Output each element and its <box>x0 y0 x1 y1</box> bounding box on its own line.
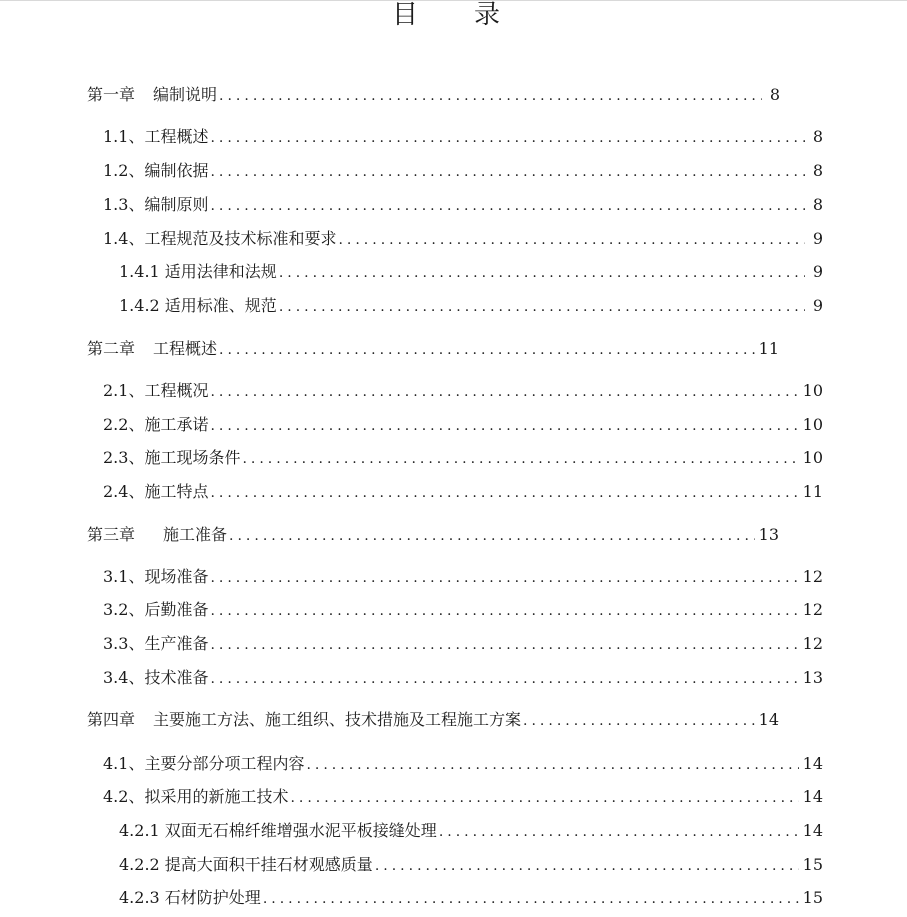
toc-label: 3.3、生产准备 <box>103 634 209 653</box>
toc-label: 2.4、施工特点 <box>103 482 209 501</box>
title-char-2: 录 <box>474 0 501 30</box>
toc-leader-dots <box>210 381 798 403</box>
toc-leader-dots <box>523 710 755 732</box>
toc-label: 4.2、拟采用的新施工技术 <box>103 787 289 806</box>
toc-section-4-2[interactable] <box>103 786 823 808</box>
toc-leader-dots <box>210 415 798 437</box>
toc-label: 1.2、编制依据 <box>103 161 209 180</box>
toc-page-number: 11 <box>802 482 823 501</box>
toc-label: 3.2、后勤准备 <box>103 600 209 619</box>
toc-page-number: 13 <box>758 525 779 544</box>
chapter-number: 第一章 <box>87 85 136 104</box>
toc-leader-dots <box>210 482 798 504</box>
toc-section-3-3[interactable] <box>103 633 823 655</box>
toc-chapter-2[interactable] <box>87 338 779 360</box>
toc-label: 2.1、工程概况 <box>103 381 209 400</box>
toc-page-number: 8 <box>812 127 823 146</box>
toc-chapter-3[interactable] <box>87 524 779 546</box>
toc-page-number: 12 <box>802 634 823 653</box>
toc-leader-dots <box>219 85 762 107</box>
toc-subsection-1-4-2[interactable] <box>119 295 823 317</box>
toc-section-1-2[interactable] <box>103 160 823 182</box>
toc-leader-dots <box>263 888 799 910</box>
toc-page-number: 9 <box>812 296 823 315</box>
chapter-title: 编制说明 <box>153 85 218 104</box>
toc-subsection-4-2-1[interactable] <box>119 820 823 842</box>
toc-page-number: 8 <box>812 195 823 214</box>
toc-page-number: 14 <box>802 821 823 840</box>
toc-subsection-4-2-3[interactable] <box>119 887 823 909</box>
toc-leader-dots <box>210 634 798 656</box>
toc-label: 4.1、主要分部分项工程内容 <box>103 754 305 773</box>
toc-leader-dots <box>306 754 798 776</box>
toc-subsection-1-4-1[interactable] <box>119 261 823 283</box>
toc-section-2-3[interactable] <box>103 447 823 469</box>
toc-page-number: 14 <box>802 754 823 773</box>
chapter-number: 第三章 <box>87 525 136 544</box>
toc-page-number: 12 <box>802 567 823 586</box>
toc-section-2-2[interactable] <box>103 414 823 436</box>
toc-page-number: 11 <box>758 339 779 358</box>
toc-leader-dots <box>290 787 798 809</box>
chapter-title: 施工准备 <box>163 525 228 544</box>
toc-leader-dots <box>219 339 755 361</box>
toc-subsection-4-2-2[interactable] <box>119 854 823 876</box>
toc-leader-dots <box>439 821 799 843</box>
toc-page-number: 9 <box>812 262 823 281</box>
toc-page-number: 15 <box>802 888 823 907</box>
toc-label: 1.3、编制原则 <box>103 195 209 214</box>
chapter-title: 工程概述 <box>153 339 218 358</box>
toc-chapter-1[interactable] <box>87 84 780 106</box>
toc-leader-dots <box>210 195 805 217</box>
toc-page-number: 10 <box>802 448 823 467</box>
toc-page-number: 12 <box>802 600 823 619</box>
toc-label: 2.2、施工承诺 <box>103 415 209 434</box>
toc-label: 3.4、技术准备 <box>103 668 209 687</box>
toc-leader-dots <box>210 161 805 183</box>
toc-section-2-1[interactable] <box>103 380 823 402</box>
toc-section-3-4[interactable] <box>103 667 823 689</box>
toc-label: 1.1、工程概述 <box>103 127 209 146</box>
toc-page-number: 10 <box>802 381 823 400</box>
chapter-number: 第二章 <box>87 339 136 358</box>
toc-page-number: 10 <box>802 415 823 434</box>
toc-page-number: 8 <box>812 161 823 180</box>
toc-label: 1.4.1 适用法律和法规 <box>119 262 277 281</box>
toc-leader-dots <box>375 855 799 877</box>
toc-leader-dots <box>279 262 805 284</box>
toc-page-number: 14 <box>758 710 779 729</box>
toc-leader-dots <box>338 229 805 251</box>
toc-leader-dots <box>210 567 798 589</box>
toc-page-number: 8 <box>769 85 780 104</box>
toc-page-number: 9 <box>812 229 823 248</box>
toc-section-1-1[interactable] <box>103 126 823 148</box>
toc-label: 1.4.2 适用标准、规范 <box>119 296 277 315</box>
toc-label: 4.2.1 双面无石棉纤维增强水泥平板接缝处理 <box>119 821 437 840</box>
toc-label <box>87 84 217 106</box>
toc-label <box>87 709 521 731</box>
toc-page-number: 15 <box>802 855 823 874</box>
toc-leader-dots <box>210 127 805 149</box>
toc-leader-dots <box>279 296 805 318</box>
toc-section-1-3[interactable] <box>103 194 823 216</box>
toc-section-2-4[interactable] <box>103 481 823 503</box>
toc-label: 3.1、现场准备 <box>103 567 209 586</box>
top-border <box>0 0 907 1</box>
toc-page-number: 14 <box>802 787 823 806</box>
toc-section-3-1[interactable] <box>103 566 823 588</box>
toc-leader-dots <box>229 525 755 547</box>
toc-section-1-4[interactable] <box>103 228 823 250</box>
title-char-1: 目 <box>392 0 419 30</box>
toc-leader-dots <box>210 600 798 622</box>
chapter-title: 主要施工方法、施工组织、技术措施及工程施工方案 <box>153 710 522 729</box>
toc-label <box>87 524 227 546</box>
toc-page-number: 13 <box>802 668 823 687</box>
chapter-number: 第四章 <box>87 710 136 729</box>
toc-label: 4.2.3 石材防护处理 <box>119 888 261 907</box>
toc-section-3-2[interactable] <box>103 599 823 621</box>
toc-section-4-1[interactable] <box>103 753 823 775</box>
toc-label: 1.4、工程规范及技术标准和要求 <box>103 229 337 248</box>
toc-label <box>87 338 217 360</box>
toc-leader-dots <box>210 668 798 690</box>
toc-leader-dots <box>242 448 798 470</box>
toc-chapter-4[interactable] <box>87 709 779 731</box>
toc-label: 2.3、施工现场条件 <box>103 448 241 467</box>
toc-label: 4.2.2 提高大面积干挂石材观感质量 <box>119 855 373 874</box>
